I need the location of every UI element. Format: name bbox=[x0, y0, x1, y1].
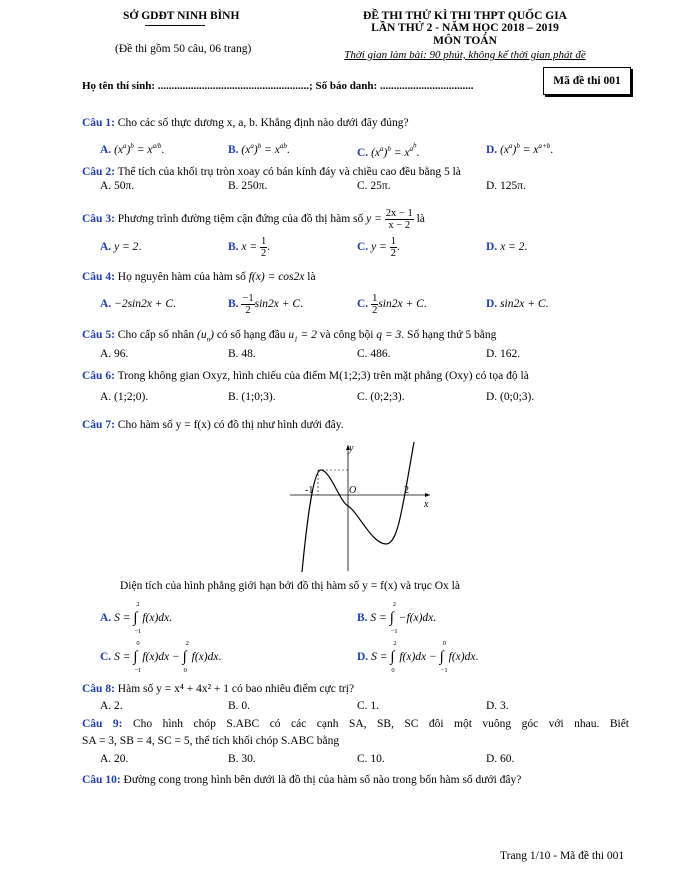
question-10: Câu 10: Đường cong trong hình bên dưới là đồ thị của hàm số nào trong bốn hàm số dưới đây? bbox=[82, 774, 522, 786]
q1-option-b: B. $(x^a)^b = x^{ab}$. bbox=[228, 142, 290, 156]
q9-option-c: C. 10. bbox=[357, 753, 385, 765]
q2-option-c: C. 25π. bbox=[357, 180, 391, 192]
graph-x-label: x bbox=[424, 499, 429, 510]
q6-option-a: A. (1;2;0). bbox=[100, 391, 149, 403]
question-4: Câu 4: Họ nguyên hàm của hàm số f(x) = cos2x là bbox=[82, 271, 316, 283]
q4-option-c: C. $\frac{1}{2}$ sin2x + C. bbox=[357, 293, 427, 316]
q3-option-c: C. y = $\frac{1}{2}$ . bbox=[357, 236, 400, 259]
graph-y-label: y bbox=[349, 443, 354, 454]
q9-option-d: D. 60. bbox=[486, 753, 515, 765]
page-footer: Trang 1/10 - Mã đề thi 001 bbox=[500, 850, 625, 862]
divider bbox=[145, 25, 205, 26]
pages-note: (Đề thi gồm 50 câu, 06 trang) bbox=[115, 43, 252, 55]
q3-option-d: D. x = 2. bbox=[486, 241, 528, 253]
q8-option-d: D. 3. bbox=[486, 700, 509, 712]
q5-option-a: A. 96. bbox=[100, 348, 129, 360]
q7-option-b: B. S = ∫ 2 −1 −f(x)dx. bbox=[357, 601, 437, 635]
q3-option-a: A. y = 2. bbox=[100, 241, 142, 253]
q7-option-c: C. S = ∫ 0 −1 f(x)dx − ∫ 2 0 f(x)dx. bbox=[100, 640, 222, 674]
graph-minus1-label: -1 bbox=[305, 485, 314, 496]
q7-area-text: Diện tích của hình phẳng giới hạn bởi đồ thị hàm số y = f(x) và trục Ox là bbox=[120, 580, 460, 592]
q5-option-d: D. 162. bbox=[486, 348, 521, 360]
q2-option-a: A. 50π. bbox=[100, 180, 135, 192]
q5-option-c: C. 486. bbox=[357, 348, 391, 360]
q7-option-d: D. S = ∫ 2 0 f(x)dx − ∫ 0 −1 f(x)dx. bbox=[357, 640, 479, 674]
subject: MÔN TOÁN bbox=[433, 35, 497, 47]
graph-origin-label: O bbox=[349, 485, 357, 496]
q2-option-d: D. 125π. bbox=[486, 180, 526, 192]
q8-option-a: A. 2. bbox=[100, 700, 123, 712]
department: SỞ GDĐT NINH BÌNH bbox=[123, 10, 240, 22]
q1-option-c: C. $(x^a)^b = x^{a^b}$. bbox=[357, 142, 420, 160]
question-1: Câu 1: Cho các số thực dương x, a, b. Khẳng định nào dưới đây đúng? bbox=[82, 117, 409, 129]
function-graph bbox=[290, 440, 440, 572]
q4-option-d: D. sin2x + C. bbox=[486, 298, 549, 310]
q4-option-b: B. $\frac{-1}{2}$ sin2x + C. bbox=[228, 293, 303, 316]
q5-option-b: B. 48. bbox=[228, 348, 256, 360]
question-5: Câu 5: Cho cấp số nhân $(u_n)$ có số hạng đầu $u_1 = 2$ và công bội q = 3. Số hạng thứ 5 bằng bbox=[82, 329, 497, 344]
q9-option-a: A. 20. bbox=[100, 753, 129, 765]
exam-title: ĐỀ THI THỬ KÌ THI THPT QUỐC GIA bbox=[363, 10, 567, 22]
time-note: Thời gian làm bài: 90 phút, không kể thời gian phát đề bbox=[344, 49, 586, 61]
q2-option-b: B. 250π. bbox=[228, 180, 268, 192]
question-7: Câu 7: Cho hàm số y = f(x) có đồ thị như hình dưới đây. bbox=[82, 419, 344, 431]
question-9-cont: SA = 3, SB = 4, SC = 5, thể tích khối chóp S.ABC bằng bbox=[82, 735, 340, 747]
question-2: Câu 2: Thể tích của khối trụ tròn xoay có bán kính đáy và chiều cao đều bằng 5 là bbox=[82, 166, 461, 178]
exam-subtitle: LẦN THỨ 2 - NĂM HỌC 2018 – 2019 bbox=[371, 22, 559, 34]
q1-option-d: D. $(x^a)^b = x^{a+b}$. bbox=[486, 142, 554, 156]
question-6: Câu 6: Trong không gian Oxyz, hình chiếu của điểm M(1;2;3) trên mặt phẳng (Oxy) có tọa độ là bbox=[82, 370, 529, 382]
question-8: Câu 8: Hàm số y = x⁴ + 4x² + 1 có bao nhiêu điểm cực trị? bbox=[82, 683, 355, 695]
exam-code: Mã đề thi 001 bbox=[543, 67, 631, 95]
x-axis-arrow bbox=[425, 493, 430, 497]
q8-option-b: B. 0. bbox=[228, 700, 251, 712]
q7-option-a: A. S = ∫ 2 −1 f(x)dx. bbox=[100, 601, 173, 635]
q8-option-c: C. 1. bbox=[357, 700, 380, 712]
q9-option-b: B. 30. bbox=[228, 753, 256, 765]
question-3: Câu 3: Phương trình đường tiệm cận đứng của đồ thị hàm số y = $\frac{2x - 1}{x - 2}$ là bbox=[82, 208, 425, 231]
q1-option-a: A. $(x^a)^b = x^{a/b}$. bbox=[100, 142, 165, 156]
question-9: Câu 9: Cho hình chóp S.ABC có các cạnh SA, SB, SC đôi một vuông góc với nhau. Biết bbox=[82, 718, 630, 730]
curve bbox=[302, 442, 414, 572]
q3-option-b: B. x = $\frac{1}{2}$ . bbox=[228, 236, 271, 259]
q6-option-d: D. (0;0;3). bbox=[486, 391, 535, 403]
graph-two-label: 2 bbox=[404, 485, 409, 496]
student-info: Họ tên thí sinh: .......................................................; Số báo danh: .................................. bbox=[82, 80, 474, 92]
q6-option-c: C. (0;2;3). bbox=[357, 391, 405, 403]
q6-option-b: B. (1;0;3). bbox=[228, 391, 276, 403]
q4-option-a: A. −2sin2x + C. bbox=[100, 298, 176, 310]
